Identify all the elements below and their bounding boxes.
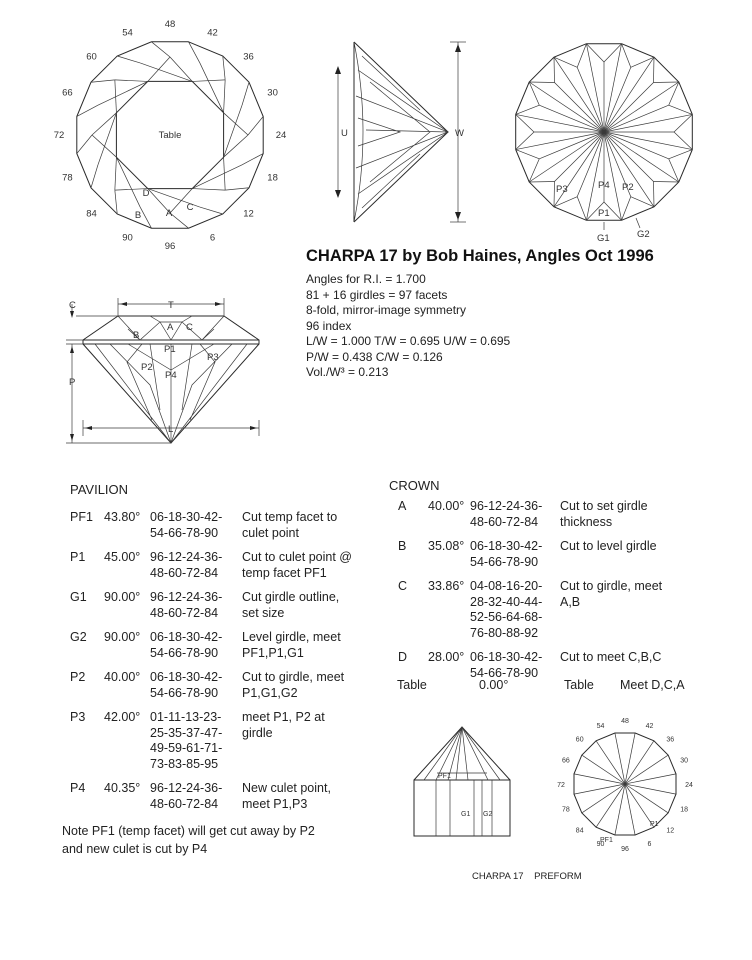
crown-facet-cell: C	[398, 579, 408, 593]
note-line: Note PF1 (temp facet) will get cut away by P2 and new culet is cut by P4	[62, 824, 315, 856]
preform-label-pf1-top: PF1	[600, 837, 613, 844]
index-label: 54	[122, 27, 133, 39]
preform-index-label: 60	[575, 736, 584, 744]
pavilion-facet-cell: P1	[70, 550, 86, 564]
pavilion-angle-cell: 42.00°	[104, 710, 141, 724]
index-label: 84	[86, 208, 97, 220]
table-row	[70, 630, 352, 670]
facet-label-d: D	[142, 188, 150, 199]
crown-table	[398, 499, 662, 690]
crown-facet-cell: D	[398, 650, 408, 664]
table-row	[398, 579, 662, 650]
pavilion-table	[70, 510, 352, 821]
crown-facet-cell: A	[398, 499, 407, 513]
pavilion-facet-cell: P3	[70, 710, 86, 724]
facet-label-p2: P2	[622, 182, 634, 193]
spec-line: Vol./W³ = 0.213	[306, 365, 389, 379]
preform-index-label: 36	[666, 736, 675, 744]
pavilion-note-cell: Cut girdle outline, set size	[242, 590, 340, 620]
crown-index-cell: 04-08-16-20- 28-32-40-44- 52-56-64-68- 76-80-88-92	[470, 579, 543, 640]
index-label: 48	[164, 19, 176, 30]
preform-index-label: 30	[680, 757, 688, 765]
preform-top-view	[557, 718, 693, 853]
pavilion-angle-cell: 40.35°	[104, 781, 141, 795]
pavilion-bottom-view	[516, 44, 693, 244]
pavilion-note-cell: Cut to culet point @ temp facet PF1	[242, 550, 352, 580]
facet-label-g1: G1	[597, 233, 610, 244]
index-label: 78	[62, 172, 73, 184]
crown-index-cell: 06-18-30-42- 54-66-78-90	[470, 650, 543, 680]
spec-line: L/W = 1.000 T/W = 0.695 U/W = 0.695	[306, 334, 511, 348]
index-label: 36	[243, 51, 254, 63]
preform-index-label: 72	[557, 782, 565, 789]
preform-index-label: 84	[575, 827, 584, 835]
pavilion-note-cell: Cut temp facet to culet point	[242, 510, 338, 540]
spec-line: Angles for R.I. = 1.700	[306, 272, 426, 286]
pavilion-note-cell: meet P1, P2 at girdle	[242, 710, 325, 740]
crown-note-cell: Cut to set girdle thickness	[560, 499, 648, 529]
facet-label-c: C	[186, 202, 194, 213]
dim-label-t: T	[168, 300, 174, 311]
pavilion-index-cell: 96-12-24-36- 48-60-72-84	[150, 781, 223, 811]
crown-facet-cell: B	[398, 539, 407, 553]
preform-label-p1: P1	[650, 821, 659, 828]
crown-index-cell: 96-12-24-36- 48-60-72-84	[470, 499, 543, 529]
gem-profile-view	[66, 298, 259, 443]
index-label: 60	[86, 51, 97, 63]
index-label: 90	[122, 232, 133, 244]
table-row	[398, 499, 662, 539]
pavilion-note-cell: Cut to girdle, meet P1,G1,G2	[242, 670, 345, 700]
table-row-index: Table	[564, 678, 594, 692]
preform-index-label: 6	[647, 841, 652, 849]
pavilion-facet-cell: G1	[70, 590, 87, 604]
pavilion-index-cell: 96-12-24-36- 48-60-72-84	[150, 590, 223, 620]
preform-index-label: 90	[596, 841, 605, 849]
pavilion-angle-cell: 43.80°	[104, 510, 141, 524]
spec-line: 81 + 16 girdles = 97 facets	[306, 287, 448, 302]
table-facet-label: Table	[158, 130, 182, 141]
index-label: 12	[243, 208, 254, 220]
table-row	[70, 550, 352, 590]
index-label: 30	[267, 87, 278, 99]
pavilion-note-cell: Level girdle, meet PF1,P1,G1	[242, 630, 341, 660]
profile-label-p1: P1	[164, 344, 176, 355]
pavilion-facet-cell: G2	[70, 630, 87, 644]
pavilion-index-cell: 96-12-24-36- 48-60-72-84	[150, 550, 223, 580]
crown-top-view	[54, 19, 287, 252]
table-row	[398, 539, 662, 579]
pavilion-angle-cell: 90.00°	[104, 590, 141, 604]
crown-index-cell: 06-18-30-42- 54-66-78-90	[470, 539, 543, 569]
crown-note-cell: Cut to level girdle	[560, 539, 657, 553]
index-label: 6	[209, 232, 216, 244]
preform-index-label: 42	[645, 722, 654, 730]
dim-label-c: C	[69, 300, 76, 311]
table-row	[70, 510, 352, 550]
facet-label-p4: P4	[598, 180, 610, 191]
preform-index-label: 54	[596, 722, 605, 730]
page-title: CHARPA 17 by Bob Haines, Angles Oct 1996	[306, 247, 654, 265]
index-label: 18	[267, 172, 278, 184]
crown-note-cell: Cut to girdle, meet A,B	[560, 579, 663, 609]
table-row	[70, 590, 352, 630]
pavilion-angle-cell: 45.00°	[104, 550, 141, 564]
table-row-facet: Table	[397, 678, 427, 692]
preform-index-label: 66	[562, 757, 570, 765]
crown-angle-cell: 28.00°	[428, 650, 465, 664]
crown-angle-cell: 40.00°	[428, 499, 465, 513]
preform-index-label: 96	[621, 846, 629, 853]
pavilion-facet-cell: P2	[70, 670, 86, 684]
crown-angle-cell: 35.08°	[428, 539, 465, 553]
table-row-note: Meet D,C,A	[620, 678, 685, 692]
spec-list	[306, 272, 510, 381]
index-label: 24	[275, 130, 287, 141]
pavilion-angle-cell: 90.00°	[104, 630, 141, 644]
facet-label-g2: G2	[637, 229, 650, 240]
pavilion-index-cell: 01-11-13-23- 25-35-37-47- 49-59-61-71- 73-83-85-95	[150, 710, 223, 771]
u-dimension-label: U	[341, 128, 348, 139]
table-row	[70, 710, 352, 781]
profile-label-c: C	[186, 322, 193, 333]
crown-heading: CROWN	[389, 478, 440, 493]
crown-angle-cell: 33.86°	[428, 579, 465, 593]
pavilion-angle-cell: 40.00°	[104, 670, 141, 684]
preform-index-label: 24	[685, 782, 693, 789]
crown-note-cell: Cut to meet C,B,C	[560, 650, 662, 664]
dim-label-p: P	[69, 377, 76, 388]
dim-label-l: L	[168, 424, 174, 435]
preform-index-label: 78	[562, 806, 570, 814]
pavilion-facet-cell: PF1	[70, 510, 93, 524]
facet-label-p1: P1	[598, 208, 610, 219]
spec-line: 8-fold, mirror-image symmetry	[306, 303, 467, 317]
spec-line: 96 index	[306, 318, 352, 333]
index-label: 66	[62, 87, 73, 99]
pavilion-note	[62, 822, 315, 858]
facet-label-b: B	[134, 210, 142, 221]
w-dimension-label: W	[455, 128, 464, 139]
profile-label-p4: P4	[165, 370, 177, 381]
spec-line: P/W = 0.438 C/W = 0.126	[306, 349, 443, 364]
preform-index-label: 18	[680, 806, 688, 814]
pavilion-index-cell: 06-18-30-42- 54-66-78-90	[150, 630, 223, 660]
preform-label-g1: G1	[461, 811, 471, 818]
preform-index-label: 48	[621, 718, 629, 725]
table-row-angle: 0.00°	[479, 678, 509, 692]
pavilion-facet-cell: P4	[70, 781, 86, 795]
profile-label-p2: P2	[141, 362, 153, 373]
index-label: 42	[207, 27, 218, 39]
pavilion-index-cell: 06-18-30-42- 54-66-78-90	[150, 670, 223, 700]
pavilion-index-cell: 06-18-30-42- 54-66-78-90	[150, 510, 223, 540]
pavilion-note-cell: New culet point, meet P1,P3	[242, 781, 331, 811]
facet-label-a: A	[165, 208, 173, 219]
pavilion-heading: PAVILION	[70, 482, 129, 497]
facet-label-p3: P3	[556, 184, 568, 195]
profile-label-a: A	[167, 322, 174, 333]
table-row	[70, 781, 352, 821]
table-row	[70, 670, 352, 710]
preform-side-view	[414, 727, 510, 836]
index-label: 96	[164, 241, 176, 252]
profile-label-b: B	[133, 330, 140, 341]
index-label: 72	[53, 130, 65, 141]
preform-label-pf1: PF1	[438, 773, 451, 780]
preform-label-g2: G2	[483, 811, 493, 818]
side-profile-view	[335, 42, 466, 222]
preform-caption: CHARPA 17 PREFORM	[472, 871, 582, 882]
profile-label-p3: P3	[207, 352, 219, 363]
preform-index-label: 12	[666, 827, 675, 835]
